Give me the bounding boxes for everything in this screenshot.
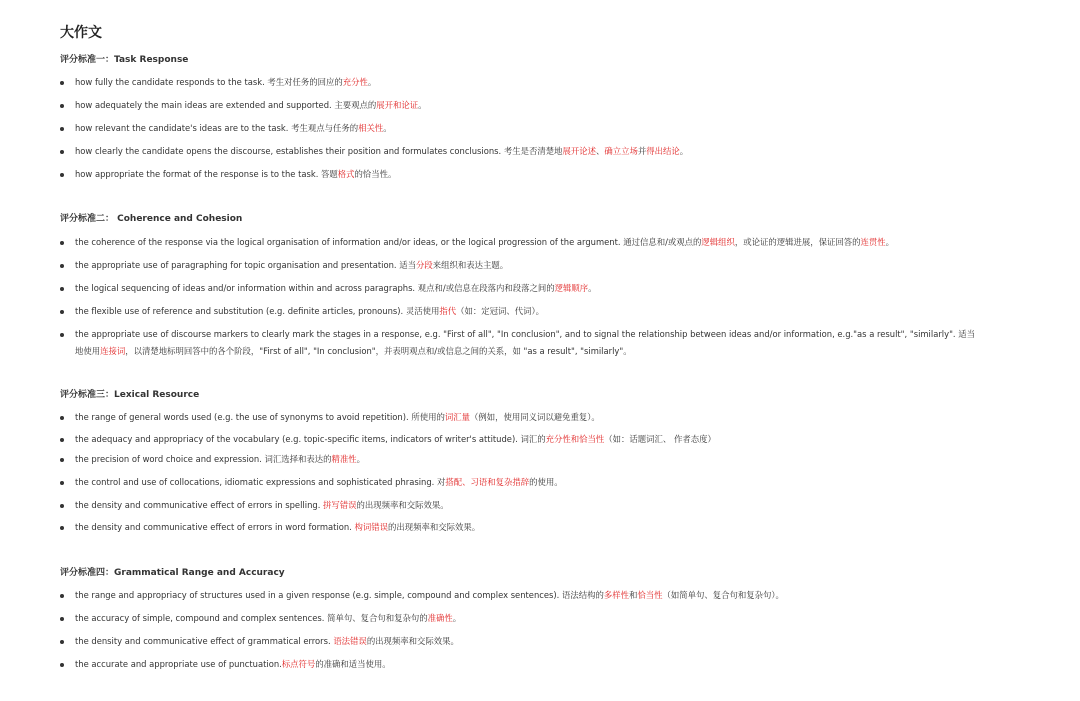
- text-run: the adequacy and appropriacy of the vocabulary (e.g. topic-specific items, indicators of writer's attitude). 词汇的: [75, 434, 546, 444]
- section-heading: 评分标准二： Coherence and Cohesion: [60, 214, 243, 224]
- text-run: the flexible use of reference and substitution (e.g. definite articles, pronouns). 灵活使用: [75, 306, 440, 316]
- text-run: （如简单句、复合句和复杂句）。: [662, 590, 784, 600]
- section-heading: 评分标准三：Lexical Resource: [60, 390, 200, 400]
- text-run: 。: [679, 146, 689, 156]
- bullet-icon: [60, 264, 64, 268]
- highlighted-term: 精准性: [331, 454, 357, 464]
- text-run: （例如，使用同义词以避免重复）。: [469, 412, 600, 422]
- highlighted-term: 语法错误: [333, 636, 367, 646]
- text-run: 。: [367, 77, 377, 87]
- bullet-icon: [60, 640, 64, 644]
- bullet-icon: [60, 241, 64, 245]
- criteria-item: [75, 451, 365, 468]
- text-run: 。: [588, 283, 597, 293]
- bullet-icon: [60, 504, 64, 508]
- text-run: 。: [418, 100, 427, 110]
- text-run: 地使用: [75, 346, 101, 356]
- highlighted-term: 相关性: [358, 123, 384, 133]
- criteria-item: [75, 474, 563, 491]
- bullet-icon: [60, 458, 64, 462]
- criteria-item: [75, 97, 426, 114]
- section-heading: 评分标准一：Task Response: [60, 55, 189, 65]
- bullet-icon: [60, 416, 64, 420]
- bullet-icon: [60, 438, 64, 442]
- text-run: the density and communicative effect of grammatical errors.: [75, 636, 334, 646]
- text-run: ，以清楚地标明回答中的各个阶段，"First of all", "In conclusion"，并表明观点和/或信息之间的关系，如 "as a result", "similarly"。: [125, 346, 632, 356]
- bullet-icon: [60, 81, 64, 85]
- text-run: 的准确和适当使用。: [315, 659, 391, 669]
- text-run: 。: [383, 123, 392, 133]
- criteria-item: [75, 497, 449, 514]
- text-run: 。: [452, 613, 462, 623]
- highlighted-term: 多样性: [603, 590, 629, 600]
- criteria-item: [75, 166, 396, 183]
- text-run: 来组织和表达主题。: [432, 260, 509, 270]
- text-run: ，或论证的逻辑进展，保证回答的: [734, 237, 861, 247]
- text-run: 。: [885, 237, 895, 247]
- text-run: （如：定冠词、代词）。: [456, 306, 545, 316]
- highlighted-term: 分段: [415, 260, 433, 270]
- highlighted-term: 词汇量: [444, 412, 470, 422]
- bullet-icon: [60, 104, 64, 108]
- criteria-item: [75, 234, 894, 251]
- text-run: the appropriate use of paragraphing for topic organisation and presentation. 适当: [75, 260, 416, 270]
- text-run: the precision of word choice and expression. 词汇选择和表达的: [75, 454, 332, 464]
- criteria-item: [75, 326, 975, 360]
- criteria-item: [75, 280, 596, 297]
- text-run: 的使用。: [529, 477, 563, 487]
- text-run: the coherence of the response via the logical organisation of information and/or ideas, or the logical progression of the argument. 通过信息和/或观点的: [75, 237, 702, 247]
- text-run: 并: [637, 146, 647, 156]
- text-run: 、: [596, 146, 605, 156]
- text-run: the accurate and appropriate use of punctuation.: [75, 659, 282, 669]
- text-run: the range of general words used (e.g. the use of synonyms to avoid repetition). 所使用的: [75, 412, 445, 422]
- criteria-item: [75, 143, 688, 160]
- page-title: 大作文: [60, 25, 102, 41]
- highlighted-term: 指代: [439, 306, 457, 316]
- highlighted-term: 充分性: [342, 77, 368, 87]
- text-run: 的出现频率和交际效果。: [356, 500, 449, 510]
- bullet-icon: [60, 617, 64, 621]
- bullet-icon: [60, 526, 64, 530]
- text-run: 的恰当性。: [354, 169, 397, 179]
- criteria-item-continuation: [75, 343, 975, 360]
- text-run: the density and communicative effect of errors in spelling.: [75, 500, 324, 510]
- text-run: 。: [356, 454, 366, 464]
- bullet-icon: [60, 594, 64, 598]
- bullet-icon: [60, 333, 64, 337]
- bullet-icon: [60, 127, 64, 131]
- highlighted-term: 展开和论证: [376, 100, 419, 110]
- text-run: how clearly the candidate opens the discourse, establishes their position and formulates conclusions. 考生是否清楚地: [75, 146, 563, 156]
- highlighted-term: 准确性: [427, 613, 453, 623]
- highlighted-term: 得出结论: [646, 146, 680, 156]
- highlighted-term: 恰当性: [637, 590, 663, 600]
- highlighted-term: 展开论述: [562, 146, 596, 156]
- highlighted-term: 逻辑组织: [701, 237, 735, 247]
- text-run: how relevant the candidate's ideas are to the task. 考生观点与任务的: [75, 123, 359, 133]
- text-run: how fully the candidate responds to the task. 考生对任务的回应的: [75, 77, 343, 87]
- highlighted-term: 连贯性: [860, 237, 886, 247]
- criteria-item: [75, 409, 600, 426]
- highlighted-term: 充分性和恰当性: [545, 434, 605, 444]
- highlighted-term: 搭配、习语和复杂措辞: [445, 477, 530, 487]
- criteria-item: [75, 633, 459, 650]
- bullet-icon: [60, 663, 64, 667]
- highlighted-term: 连接词: [100, 346, 126, 356]
- criteria-item: [75, 257, 508, 274]
- highlighted-term: 格式: [337, 169, 355, 179]
- bullet-icon: [60, 150, 64, 154]
- text-run: how appropriate the format of the response is to the task. 答题: [75, 169, 338, 179]
- criteria-item: [75, 431, 716, 448]
- highlighted-term: 标点符号: [281, 659, 316, 669]
- text-run: the logical sequencing of ideas and/or information within and across paragraphs. 观点和/或信息在段落内和段落之间的: [75, 283, 555, 293]
- highlighted-term: 确立立场: [604, 146, 638, 156]
- criteria-item: [75, 587, 784, 604]
- highlighted-term: 拼写错误: [323, 500, 357, 510]
- criteria-item: [75, 74, 376, 91]
- highlighted-term: 逻辑顺序: [554, 283, 589, 293]
- bullet-icon: [60, 310, 64, 314]
- bullet-icon: [60, 481, 64, 485]
- text-run: （如：话题词汇、 作者态度）: [604, 434, 716, 444]
- criteria-item: [75, 303, 544, 320]
- text-run: the control and use of collocations, idiomatic expressions and sophisticated phrasing. 对: [75, 477, 446, 487]
- section-heading: 评分标准四：Grammatical Range and Accuracy: [60, 568, 285, 578]
- text-run: the range and appropriacy of structures used in a given response (e.g. simple, compound and complex sentences). 语法结构的: [75, 590, 604, 600]
- text-run: how adequately the main ideas are extended and supported. 主要观点的: [75, 100, 377, 110]
- text-run: 的出现频率和交际效果。: [366, 636, 459, 646]
- text-run: 的出现频率和交际效果。: [388, 522, 481, 532]
- criteria-item: [75, 120, 392, 137]
- text-run: the appropriate use of discourse markers to clearly mark the stages in a response, e.g. "First of all", "In conclusion", and to signal the relationship between ideas and/or information, e.g."as a result", "similarly". 适当: [75, 329, 975, 339]
- text-run: the accuracy of simple, compound and complex sentences. 简单句、复合句和复杂句的: [75, 613, 428, 623]
- text-run: the density and communicative effect of errors in word formation.: [75, 522, 355, 532]
- criteria-item: [75, 519, 480, 536]
- highlighted-term: 构词错误: [354, 522, 389, 532]
- bullet-icon: [60, 173, 64, 177]
- text-run: 和: [628, 590, 638, 600]
- criteria-item: [75, 610, 461, 627]
- criteria-item: [75, 656, 391, 673]
- bullet-icon: [60, 287, 64, 291]
